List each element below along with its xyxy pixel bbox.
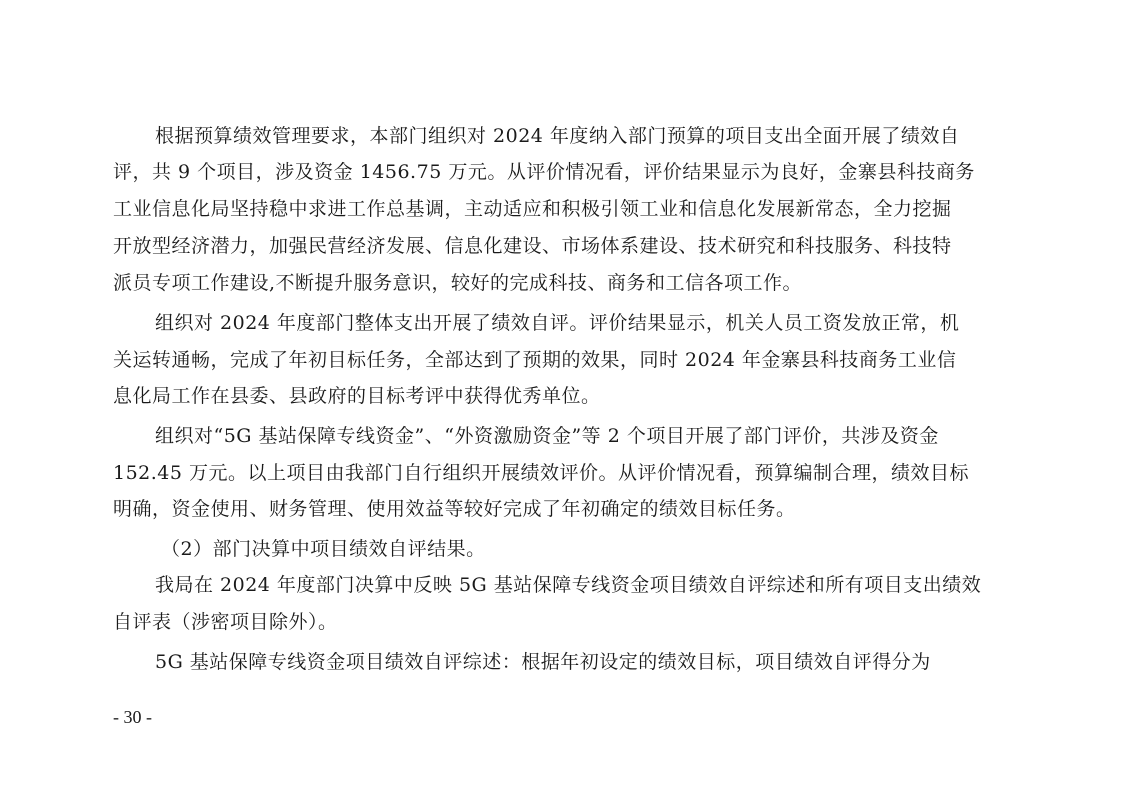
paragraph-2-line-2: 关运转通畅，完成了年初目标任务，全部达到了预期的效果，同时 2024 年金寨县科技商务工业信 — [113, 349, 957, 371]
section-heading: （2）部门决算中项目绩效自评结果。 — [161, 538, 486, 560]
paragraph-1-line-1: 根据预算绩效管理要求，本部门组织对 2024 年度纳入部门预算的项目支出全面开展了绩效自 — [155, 125, 960, 147]
paragraph-1-line-2: 评，共 9 个项目，涉及资金 1456.75 万元。从评价情况看，评价结果显示为良好，金寨县科技商务 — [113, 161, 975, 183]
paragraph-5-line-1: 5G 基站保障专线资金项目绩效自评综述：根据年初设定的绩效目标，项目绩效自评得分为 — [155, 651, 931, 673]
paragraph-1-line-5: 派员专项工作建设,不断提升服务意识，较好的完成科技、商务和工信各项工作。 — [113, 272, 803, 294]
paragraph-1-line-3: 工业信息化局坚持稳中求进工作总基调，主动适应和积极引领工业和信息化发展新常态，全力挖掘 — [113, 198, 952, 220]
page-number: - 30 - — [113, 707, 152, 727]
paragraph-3-line-1: 组织对“5G 基站保障专线资金”、“外资激励资金”等 2 个项目开展了部门评价，共涉及资金 — [155, 425, 939, 447]
paragraph-3-line-3: 明确，资金使用、财务管理、使用效益等较好完成了年初确定的绩效目标任务。 — [113, 498, 796, 520]
paragraph-2-line-3: 息化局工作在县委、县政府的目标考评中获得优秀单位。 — [113, 385, 601, 407]
paragraph-4-line-2: 自评表（涉密项目除外）。 — [113, 611, 338, 633]
paragraph-4-line-1: 我局在 2024 年度部门决算中反映 5G 基站保障专线资金项目绩效自评综述和所有项目支出绩效 — [155, 574, 982, 596]
paragraph-3-line-2: 152.45 万元。以上项目由我部门自行组织开展绩效评价。从评价情况看，预算编制合理，绩效目标 — [113, 462, 970, 484]
paragraph-2-line-1: 组织对 2024 年度部门整体支出开展了绩效自评。评价结果显示，机关人员工资发放正常，机 — [155, 312, 960, 334]
paragraph-1-line-4: 开放型经济潜力，加强民营经济发展、信息化建设、市场体系建设、技术研究和科技服务、科技特 — [113, 235, 952, 257]
